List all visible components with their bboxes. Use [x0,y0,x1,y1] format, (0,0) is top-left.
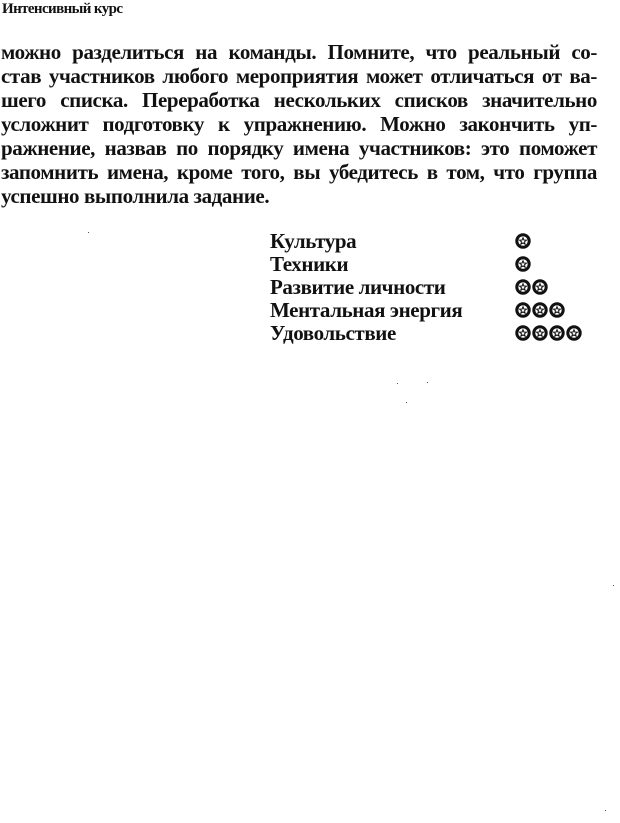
rating-marks [515,325,582,341]
rating-row [270,276,600,299]
rating-label: Развитие личности [270,275,446,299]
body-line: ражнение, назвав по порядку имена участников: это поможет [1,136,597,160]
body-line: успешно выполнила задание. [1,184,270,208]
rating-label: Культура [270,229,357,253]
star-in-circle-icon [549,325,565,341]
star-in-circle-icon [515,325,531,341]
scan-speck [88,232,89,233]
scan-speck [406,402,407,403]
body-paragraph [1,40,597,208]
body-line: запомнить имена, кроме того, вы убедитесь в том, что группа [1,160,597,184]
star-in-circle-icon [532,325,548,341]
scan-speck [613,585,614,586]
rating-row [270,230,600,253]
rating-marks [515,279,548,295]
rating-row [270,322,600,345]
rating-table [270,230,600,345]
rating-label: Техники [270,252,349,276]
star-in-circle-icon [549,302,565,318]
body-line: можно разделиться на команды. Помните, что реальный со- [1,40,597,64]
star-in-circle-icon [532,302,548,318]
scan-speck [397,383,398,384]
star-in-circle-icon [515,233,531,249]
rating-label: Удовольствие [270,321,396,345]
running-header: Интенсивный курс [2,1,123,17]
star-in-circle-icon [515,302,531,318]
body-line: усложнит подготовку к упражнению. Можно закончить уп- [1,112,597,136]
rating-marks [515,302,565,318]
rating-row [270,253,600,276]
scan-speck [605,810,606,811]
rating-marks [515,256,531,272]
body-line: шего списка. Переработка нескольких списков значительно [1,88,597,112]
star-in-circle-icon [532,279,548,295]
star-in-circle-icon [566,325,582,341]
star-in-circle-icon [515,279,531,295]
scan-speck [427,382,428,383]
rating-marks [515,233,531,249]
rating-label: Ментальная энергия [270,298,463,322]
body-line: став участников любого мероприятия может отличаться от ва- [1,64,597,88]
star-in-circle-icon [515,256,531,272]
rating-row [270,299,600,322]
